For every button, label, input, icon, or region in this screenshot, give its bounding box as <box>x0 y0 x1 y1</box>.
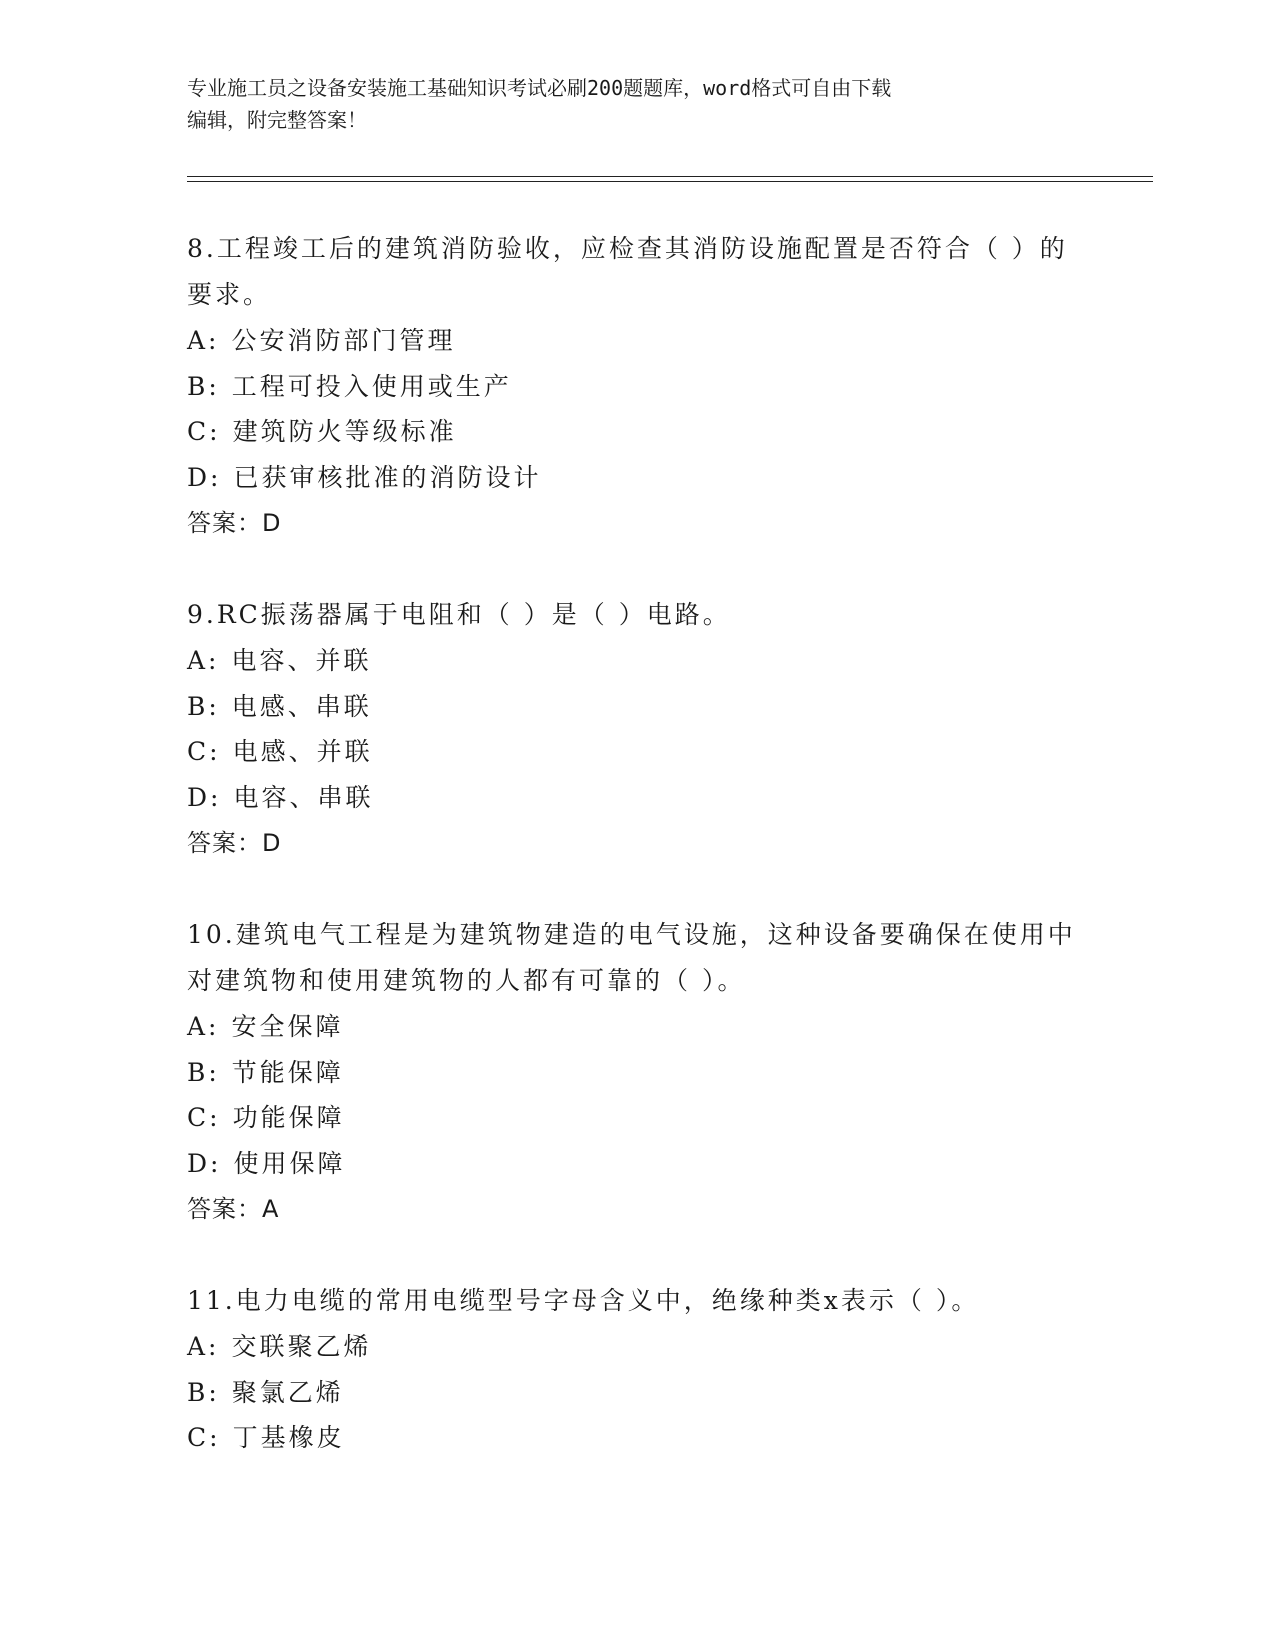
header-divider-top <box>187 176 1153 177</box>
answer-line: 答案：D <box>187 509 282 537</box>
option-a <box>187 1324 1087 1370</box>
option-d <box>187 775 1087 821</box>
question-stem: 电力电缆的常用电缆型号字母含义中，绝缘种类x表示（ ）。 <box>235 1286 980 1315</box>
option-c <box>187 1415 1087 1461</box>
option-text: 使用保障 <box>233 1148 346 1178</box>
option-text: 已获审核批准的消防设计 <box>233 462 542 492</box>
question-text <box>187 1278 1087 1324</box>
question-text <box>187 912 1087 1004</box>
option-b <box>187 1370 1087 1416</box>
option-text: 交联聚乙烯 <box>231 1332 372 1361</box>
question-list <box>187 226 1087 1507</box>
question-9 <box>187 592 1087 866</box>
question-stem: RC振荡器属于电阻和（ ）是（ ）电路。 <box>216 600 731 629</box>
option-letter: C: <box>187 737 221 766</box>
question-text <box>187 226 1087 318</box>
header-line-2: 编辑，附完整答案！ <box>187 108 367 132</box>
option-text: 建筑防火等级标准 <box>232 417 457 446</box>
page-header <box>187 72 1067 136</box>
option-letter: A: <box>187 1012 220 1041</box>
question-stem: 建筑电气工程是为建筑物建造的电气设施，这种设备要确保在使用中对建筑物和使用建筑物的人都有可靠的（ ）。 <box>187 920 1076 995</box>
option-text: 丁基橡皮 <box>232 1423 345 1452</box>
option-a <box>187 1004 1087 1050</box>
option-letter: A: <box>187 326 220 355</box>
option-letter: C: <box>187 1103 221 1132</box>
option-b <box>187 684 1087 730</box>
option-text: 节能保障 <box>231 1057 344 1087</box>
question-number: 9. <box>187 600 217 629</box>
question-number: 10. <box>187 920 236 949</box>
option-d <box>187 455 1087 501</box>
option-letter: C: <box>187 417 221 446</box>
option-letter: D: <box>187 1148 222 1178</box>
option-text: 电容、并联 <box>231 646 372 675</box>
option-c <box>187 729 1087 775</box>
option-c <box>187 409 1087 455</box>
option-c <box>187 1095 1087 1141</box>
option-b <box>187 1050 1087 1096</box>
option-text: 聚氯乙烯 <box>231 1377 344 1407</box>
option-letter: B: <box>187 371 220 401</box>
option-d <box>187 1141 1087 1187</box>
header-line-1: 专业施工员之设备安装施工基础知识考试必刷200题题库，word格式可自由下载 <box>187 76 892 100</box>
option-letter: D: <box>187 462 222 492</box>
header-divider-bottom <box>187 181 1153 182</box>
question-stem: 工程竣工后的建筑消防验收，应检查其消防设施配置是否符合（ ）的要求。 <box>187 234 1068 309</box>
option-letter: D: <box>187 782 222 812</box>
option-text: 功能保障 <box>232 1103 345 1132</box>
question-number: 11. <box>187 1286 236 1315</box>
option-letter: B: <box>187 1377 220 1407</box>
option-text: 工程可投入使用或生产 <box>231 371 512 401</box>
option-a <box>187 318 1087 364</box>
question-11 <box>187 1278 1087 1461</box>
option-text: 电感、并联 <box>232 737 373 766</box>
option-letter: C: <box>187 1423 221 1452</box>
question-text <box>187 592 1087 638</box>
option-b <box>187 364 1087 410</box>
option-text: 公安消防部门管理 <box>231 326 456 355</box>
option-letter: B: <box>187 691 220 721</box>
option-text: 电容、串联 <box>233 782 374 812</box>
option-letter: A: <box>187 646 220 675</box>
option-text: 电感、串联 <box>231 691 372 721</box>
question-8 <box>187 226 1087 546</box>
option-letter: B: <box>187 1057 220 1087</box>
option-a <box>187 638 1087 684</box>
answer-line: 答案：A <box>187 1195 280 1223</box>
question-10 <box>187 912 1087 1232</box>
answer-line: 答案：D <box>187 829 282 857</box>
question-number: 8. <box>187 234 217 263</box>
option-letter: A: <box>187 1332 220 1361</box>
option-text: 安全保障 <box>231 1012 344 1041</box>
